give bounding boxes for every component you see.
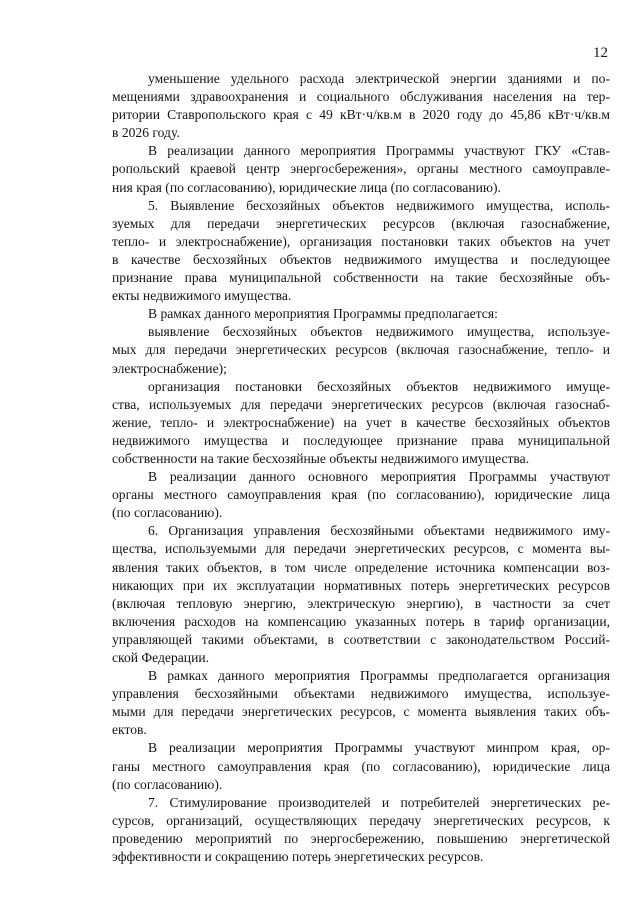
text-line: управления бесхозяйными объектами недвижимого имущества, используе- [112, 686, 610, 702]
text-line: (по согласованию). [112, 776, 223, 792]
text-line: тепло- и электроснабжение), организация постановки таких объектов на учет [112, 233, 610, 249]
text-line: мых для передачи энергетических ресурсов (включая газоснабжение, тепло- и [112, 342, 610, 358]
text-line: В рамках данного мероприятия Программы предполагается организация [148, 668, 610, 684]
text-line: ганы местного самоуправления края (по согласованию), юридические лица [112, 758, 610, 774]
text-line: В рамках данного мероприятия Программы предполагается: [148, 306, 498, 322]
text-line: признание права муниципальной собственности на такие бесхозяйные объ- [112, 270, 610, 286]
text-line: (по согласованию). [112, 505, 223, 521]
text-line: ектов. [112, 722, 147, 738]
text-line: выявление бесхозяйных объектов недвижимого имущества, используе- [148, 324, 610, 340]
text-line: органы местного самоуправления края (по согласованию), юридические лица [112, 487, 610, 503]
text-line: ритории Ставропольского края с 49 кВт·ч/кв.м в 2020 году до 45,86 кВт·ч/кв.м [112, 107, 610, 123]
text-line: проведению мероприятий по энергосбережению, повышению энергетической [112, 830, 610, 846]
text-line: ства, используемых для передачи энергетических ресурсов (включая газоснаб- [112, 396, 610, 412]
text-line: управляющей такими объектами, в соответствии с законодательством Россий- [112, 631, 610, 647]
text-line: эффективности и сокращению потерь энергетических ресурсов. [112, 849, 484, 865]
text-line: явления таких объектов, в том числе определение источника компенсации воз- [112, 559, 610, 575]
text-line: в качестве бесхозяйных объектов недвижимого имущества и последующее [112, 251, 610, 267]
text-line: жение, тепло- и электроснабжение) на учет в качестве бесхозяйных объектов [112, 414, 610, 430]
text-line: недвижимого имущества и последующее признание права муниципальной [112, 432, 610, 448]
text-line: В реализации мероприятия Программы участвуют минпром края, ор- [148, 740, 610, 756]
text-line: мещениями здравоохранения и социального обслуживания населения на тер- [112, 89, 610, 105]
text-line: щества, используемыми для передачи энергетических ресурсов, с момента вы- [112, 541, 610, 557]
text-line: электроснабжение); [112, 360, 227, 376]
text-line: включения расходов на компенсацию указанных потерь в тариф организации, [112, 613, 610, 629]
text-line: ской Федерации. [112, 650, 210, 665]
text-line: 5. Выявление бесхозяйных объектов недвижимого имущества, исполь- [148, 197, 610, 213]
page-number: 12 [593, 45, 608, 61]
text-line: организация постановки бесхозяйных объектов недвижимого имуще- [148, 378, 610, 394]
document-body-text [112, 70, 610, 866]
text-line: мыми для передачи энергетических ресурсов, с момента выявления таких объ- [112, 704, 610, 720]
text-line: В реализации данного основного мероприятия Программы участвуют [148, 469, 610, 485]
text-line: в 2026 году. [112, 125, 180, 141]
text-line: зуемых для передачи энергетических ресурсов (включая газоснабжение, [112, 215, 610, 231]
text-line: собственности на такие бесхозяйные объекты недвижимого имущества. [112, 450, 530, 466]
text-line: В реализации данного мероприятия Программы участвуют ГКУ «Став- [148, 143, 610, 159]
text-line: никающих при их эксплуатации нормативных потерь энергетических ресурсов [112, 577, 610, 593]
text-line: (включая тепловую энергию, электрическую энергию), в частности за счет [112, 595, 610, 611]
text-line: сурсов, организаций, осуществляющих передачу энергетических ресурсов, к [112, 812, 610, 828]
text-line: ропольский краевой центр энергосбережения», органы местного самоуправле- [112, 161, 610, 177]
text-line: 7. Стимулирование производителей и потребителей энергетических ре- [148, 794, 610, 810]
text-line: уменьшение удельного расхода электрической энергии зданиями и по- [148, 71, 610, 86]
text-line: екты недвижимого имущества. [112, 288, 292, 304]
text-line: 6. Организация управления бесхозяйными объектами недвижимого иму- [148, 523, 610, 539]
text-line: ния края (по согласованию), юридические лица (по согласованию). [112, 179, 501, 195]
